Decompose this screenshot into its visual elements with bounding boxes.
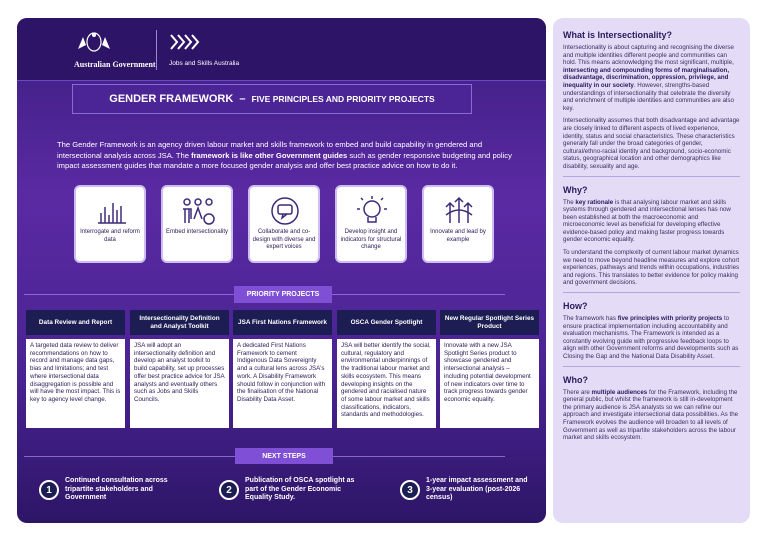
principles-row — [74, 185, 494, 263]
principle-card — [248, 185, 320, 263]
title-dash: – — [239, 93, 246, 105]
sidebar-divider — [563, 366, 740, 367]
agency-wordmark: Jobs and Skills Australia — [169, 60, 240, 67]
project-body: JSA will adopt an intersectionality definition and develop an analyst toolkit to build capability, set up processes offer best practice advice for JSA analysts and eventually others such as Jobs and Skills Councils. — [130, 339, 229, 428]
next-step — [219, 475, 364, 505]
step-text: Publication of OSCA spotlight as part of the Gender Economic Equality Study. — [245, 477, 355, 502]
project-card — [130, 310, 229, 428]
project-title: Data Review and Report — [26, 310, 125, 335]
why-paragraph-1 — [563, 199, 740, 245]
step-text: 1-year impact assessment and 3-year evaluation (post-2026 census) — [426, 477, 528, 502]
next-step — [400, 475, 535, 505]
text: . However, strengths-based understandings of intersectionality that celebrate the diversity and enrichment of multiple identities and communities are also key. — [563, 81, 734, 112]
text: The framework has — [563, 315, 618, 323]
what-heading: What is Intersectionality? — [563, 30, 673, 40]
text-bold: intersecting and compounding forms of marginalisation, disadvantage, discrimination, oppression, privilege, and inequality in our society — [563, 66, 730, 89]
project-title: JSA First Nations Framework — [233, 310, 332, 335]
why-paragraph-2: To understand the complexity of current labour market dynamics we need to move beyond headline measures and explore cohort experiences, pathways and trends within occupations, industries and regions. This translates to better evidence for policy making and government decisions. — [563, 249, 740, 287]
main-panel — [17, 18, 546, 523]
text-bold: five principles with priority projects — [617, 315, 723, 323]
project-title: OSCA Gender Spotlight — [337, 310, 436, 335]
principle-card — [335, 185, 407, 263]
bar-chart-icon — [92, 195, 130, 227]
government-wordmark: Australian Government — [74, 60, 156, 69]
project-title: New Regular Spotlight Series Product — [440, 310, 539, 335]
principle-card — [161, 185, 233, 263]
text-bold: key rationale — [575, 198, 614, 206]
what-paragraph-2: Intersectionality assumes that both disadvantage and advantage are closely linked to different aspects of lived experience, identity, status and social characteristics. These characteristics generally fall under the broad categories of gender, cultural/ethno-racial identity and background, socio-economic status, geographical location and other demographics like disability, sexuality and age. — [563, 117, 740, 170]
intro-paragraph — [57, 140, 527, 172]
project-card — [233, 310, 332, 428]
who-heading: Who? — [563, 374, 588, 385]
how-heading: How? — [563, 301, 588, 312]
project-body: JSA will better identify the social, cultural, regulatory and environmental underpinnings of the traditional labour market and skills ecosystem. This means developing insights on the gendered and racialised nature of some labour market and skills classifications, indicators, standards and methodologies. — [337, 339, 436, 428]
intro-text-2: such as gender responsive budgeting and policy impact assessment guides that mandate a more focused gender analysis and offer best practice advice on how to do it. — [57, 150, 512, 170]
text: for the Framework, including the general public, but whilst the framework is still in-development the primary audience is JSA analysts so we can refine our approach and investigate intersectional data possibilities. As the Framework evolves the audience will broaden to all levels of Government as well as tripartite stakeholders across the labour market and skills ecosystem. — [563, 388, 739, 442]
page-title — [72, 84, 472, 114]
jsa-chevrons-icon — [169, 31, 201, 53]
text: Intersectionality is about capturing and recognising the diverse and multiple identities different people and communities can hold. This means acknowledging the most significant, multiple, — [563, 44, 734, 67]
step-number: 2 — [219, 480, 239, 500]
text: There are — [563, 388, 592, 396]
principle-label: Embed intersectionality — [165, 229, 229, 235]
title-subtitle: FIVE PRINCIPLES AND PRIORITY PROJECTS — [251, 94, 435, 104]
title-main: GENDER FRAMEWORK — [109, 93, 234, 105]
how-paragraph — [563, 315, 740, 361]
people-icon — [179, 195, 217, 227]
lightbulb-icon — [353, 195, 391, 227]
what-paragraph-1 — [563, 44, 740, 112]
sidebar — [553, 18, 750, 523]
why-heading: Why? — [563, 184, 588, 195]
project-card — [337, 310, 436, 428]
project-body: A dedicated First Nations Framework to cement Indigenous Data Sovereignty and a cultural lens across JSA's work. A Disability Framework should follow in conjunction with the finalisation of the National Disability Data Asset. — [233, 339, 332, 428]
project-card — [26, 310, 125, 428]
intro-text-1: The Gender Framework is an agency driven labour market and skills framework to embed and build capability in gendered and intersectional analysis across JSA. The — [57, 140, 483, 160]
text: is that analysing labour market and skills systems through gendered and intersectional lenses has now been established at both the macroeconomic and microeconomic level as beneficial for developing effective evidence-based policy and making faster progress towards gender economic equality. — [563, 198, 731, 244]
project-body: A targeted data review to deliver recommendations on how to record and manage data gaps, bias and limitations; and test where intersectional data disaggregation is possible and will have the most impact. This is key to agency level change. — [26, 339, 125, 428]
who-paragraph — [563, 389, 740, 442]
header-banner — [17, 18, 546, 81]
sidebar-divider — [563, 292, 740, 293]
principle-label: Collaborate and co-design with diverse and expert voices — [252, 229, 316, 250]
speech-circle-icon — [266, 195, 304, 227]
principle-label: Develop insight and indicators for structural change — [340, 229, 402, 250]
step-number: 3 — [400, 480, 420, 500]
priority-projects-heading: PRIORITY PROJECTS — [234, 286, 332, 303]
project-card — [440, 310, 539, 428]
principle-label: Interrogate and reform data — [80, 229, 140, 243]
step-text: Continued consultation across tripartite stakeholders and Government — [65, 477, 168, 502]
intro-text-bold: framework is like other Government guides — [191, 150, 348, 160]
next-step — [39, 475, 189, 505]
principle-card — [422, 185, 494, 263]
next-steps-heading: NEXT STEPS — [235, 448, 333, 464]
step-number: 1 — [39, 480, 59, 500]
arrows-up-icon — [440, 195, 478, 227]
project-title: Intersectionality Definition and Analyst Toolkit — [130, 310, 229, 335]
principle-label: Innovate and lead by example — [430, 229, 486, 243]
text: The — [563, 198, 576, 206]
logo-divider — [156, 30, 157, 70]
sidebar-divider — [563, 176, 740, 177]
text: to ensure practical implementation including accountability and evaluation mechanisms. The Framework is intended as a constantly evolving guide with progressive feedback loops to align with other Government reforms and developments such as Closing the Gap and the National Data Disability Asset. — [563, 315, 739, 360]
project-body: Innovate with a new JSA Spotlight Series product to showcase gendered and intersectional analysis – including potential development of new indicators over time to track progress towards gender economic equality. — [440, 339, 539, 428]
principle-card — [74, 185, 146, 263]
coat-of-arms-icon — [74, 31, 114, 53]
text-bold: multiple audiences — [591, 388, 648, 396]
